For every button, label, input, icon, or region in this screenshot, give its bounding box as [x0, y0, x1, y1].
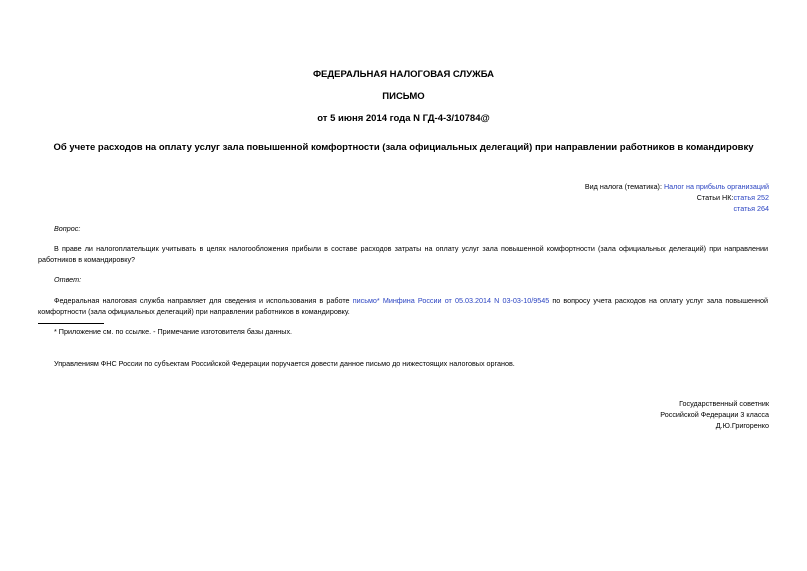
footnote-divider [38, 323, 104, 324]
answer-label: Ответ: [54, 275, 82, 284]
answer-text-after: по вопросу учета расходов на оплату услуг зала повышенной комфортности (зала официальных делегаций) при направлении работников в командировку. [38, 296, 768, 316]
footnote-text: * Приложение см. по ссылке. - Примечание изготовителя базы данных. [54, 327, 293, 336]
article-264-link[interactable]: статья 264 [733, 204, 769, 213]
tax-type-row [585, 182, 769, 192]
article-252-link[interactable]: статья 252 [733, 193, 769, 202]
document-subject: Об учете расходов на оплату услуг зала повышенной комфортности (зала официальных делегаций) при направлении работников в командировку [53, 142, 754, 153]
signature-name: Д.Ю.Григоренко [715, 421, 769, 430]
tax-type-link[interactable]: Налог на прибыль организаций [663, 182, 769, 191]
articles-row-2 [733, 204, 769, 214]
answer-text-before: Федеральная налоговая служба направляет для сведения и использования в работе [54, 296, 353, 305]
answer-text [38, 295, 768, 317]
signature-block [660, 398, 769, 431]
document-date-number: от 5 июня 2014 года N ГД-4-3/10784@ [317, 113, 490, 124]
document-type: ПИСЬМО [382, 91, 425, 102]
articles-row [697, 193, 769, 203]
question-label: Вопрос: [54, 224, 81, 233]
signature-rank: Российской Федерации 3 класса [660, 410, 769, 419]
articles-label: Статьи НК: [696, 193, 734, 202]
signature-title: Государственный советник [679, 399, 769, 408]
question-text: В праве ли налогоплательщик учитывать в целях налогообложения прибыли в составе расходов затраты на оплату услуг зала повышенной комфортности (зала официальных делегаций) при направлении работников в командировку? [38, 244, 768, 264]
minfin-letter-link[interactable]: письмо* Минфина России от 05.03.2014 N 03-03-10/9545 [352, 296, 550, 305]
instruction-text: Управлениям ФНС России по субъектам Российской Федерации поручается довести данное письмо до нижестоящих налоговых органов. [54, 359, 515, 368]
tax-type-label: Вид налога (тематика): [584, 182, 662, 191]
agency-title: ФЕДЕРАЛЬНАЯ НАЛОГОВАЯ СЛУЖБА [312, 69, 495, 80]
